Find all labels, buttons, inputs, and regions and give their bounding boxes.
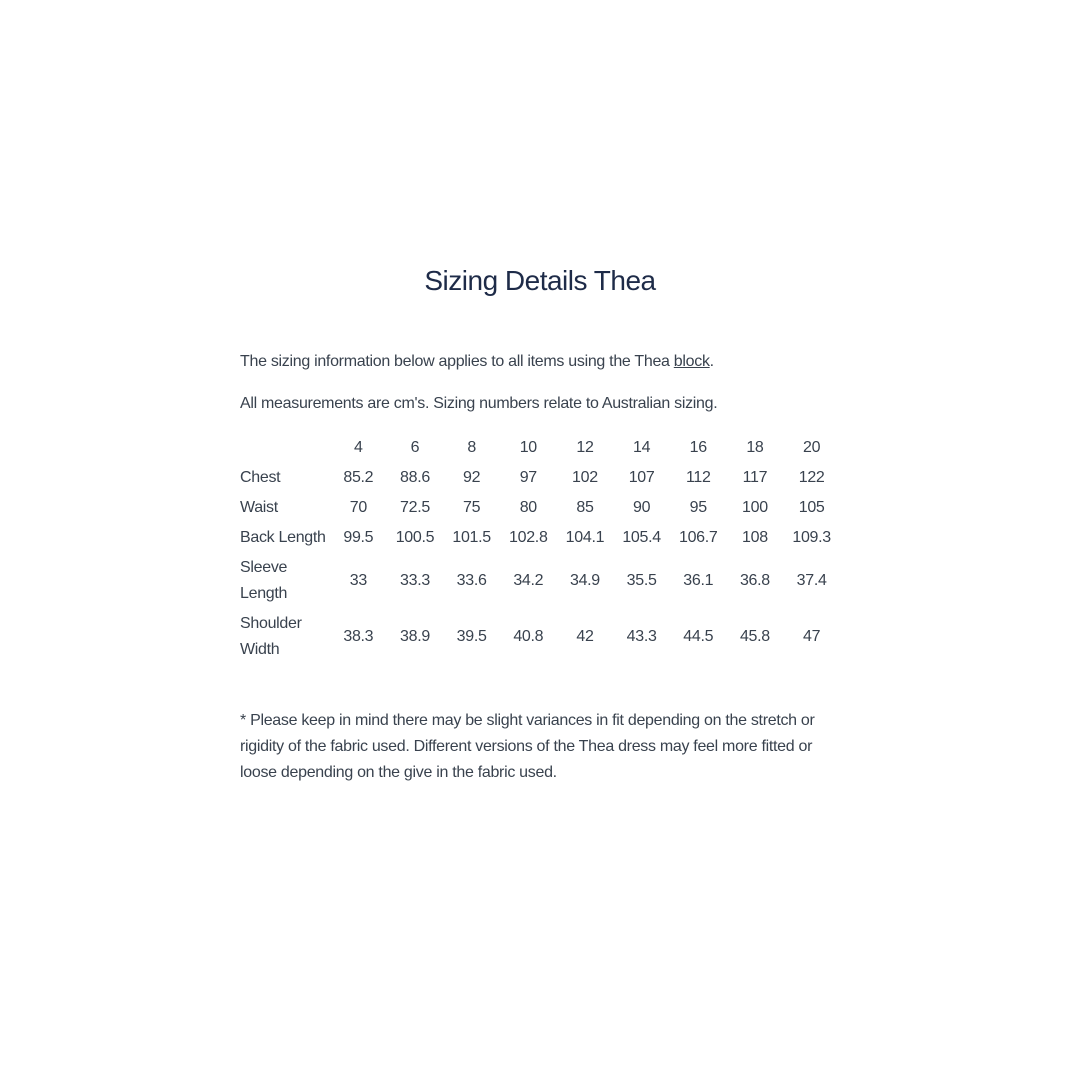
- size-value-cell: 34.9: [569, 572, 600, 589]
- table-row-waist: [240, 493, 840, 523]
- size-value-cell: 80: [519, 499, 537, 516]
- size-value-cell: 72.5: [400, 499, 430, 516]
- size-value-cell: 35.5: [626, 572, 657, 589]
- row-label: Waist: [240, 499, 278, 516]
- size-value-cell: 47: [803, 628, 821, 645]
- size-header-cell: 18: [746, 439, 764, 456]
- row-label: Back Length: [240, 529, 326, 546]
- row-label: Shoulder Width: [240, 615, 302, 658]
- size-value-cell: 75: [463, 499, 481, 516]
- footnote: * Please keep in mind there may be slight variances in fit depending on the stretch or rigidity of the fabric used. Different versions of the Thea dress may feel more fitted or loose depending on the give in the fabric used.: [240, 712, 815, 781]
- size-value-cell: 33.3: [400, 572, 430, 589]
- size-header-cell: 14: [633, 439, 651, 456]
- size-value-cell: 100.5: [395, 529, 435, 546]
- intro-text-after: .: [709, 353, 714, 370]
- size-value-cell: 38.3: [343, 628, 374, 645]
- page-title: Sizing Details Thea: [424, 265, 656, 296]
- row-label: Chest: [240, 469, 281, 486]
- size-value-cell: 88.6: [400, 469, 430, 486]
- size-value-cell: 102: [572, 469, 598, 486]
- size-value-cell: 42: [576, 628, 594, 645]
- size-value-cell: 37.4: [796, 572, 827, 589]
- measurements-note: All measurements are cm's. Sizing numbers relate to Australian sizing.: [240, 395, 718, 412]
- size-value-cell: 36.8: [739, 572, 770, 589]
- size-value-cell: 100: [742, 499, 768, 516]
- size-header-cell: 20: [803, 439, 821, 456]
- size-value-cell: 106.7: [678, 529, 718, 546]
- corner-cell: [240, 433, 330, 463]
- size-header-cell: 4: [354, 439, 363, 456]
- size-header-row: [240, 433, 840, 463]
- size-value-cell: 92: [463, 469, 481, 486]
- size-value-cell: 97: [519, 469, 537, 486]
- thea-block-link[interactable]: block: [673, 353, 710, 370]
- size-value-cell: 101.5: [452, 529, 491, 546]
- size-value-cell: 34.2: [513, 572, 544, 589]
- size-header-cell: 12: [576, 439, 594, 456]
- size-value-cell: 117: [742, 469, 768, 486]
- size-value-cell: 85.2: [343, 469, 374, 486]
- size-value-cell: 43.3: [626, 628, 657, 645]
- size-value-cell: 107: [628, 469, 655, 486]
- size-value-cell: 99.5: [343, 529, 374, 546]
- row-label: Sleeve Length: [240, 559, 288, 602]
- size-value-cell: 112: [685, 469, 711, 486]
- size-value-cell: 108: [742, 529, 768, 546]
- sizing-details-page: [240, 0, 840, 786]
- size-value-cell: 45.8: [739, 628, 770, 645]
- size-value-cell: 36.1: [683, 572, 714, 589]
- intro-paragraph: [240, 349, 840, 375]
- size-value-cell: 104.1: [565, 529, 605, 546]
- size-value-cell: 38.9: [400, 628, 430, 645]
- intro-text-before: The sizing information below applies to all items using the Thea: [240, 353, 674, 370]
- size-value-cell: 102.8: [509, 529, 548, 546]
- size-value-cell: 95: [689, 499, 707, 516]
- size-value-cell: 33.6: [456, 572, 487, 589]
- sizing-table: [240, 433, 840, 665]
- size-value-cell: 70: [349, 499, 367, 516]
- size-value-cell: 122: [798, 469, 825, 486]
- size-header-cell: 6: [410, 439, 420, 456]
- size-header-cell: 10: [519, 439, 537, 456]
- size-value-cell: 105.4: [622, 529, 661, 546]
- size-value-cell: 40.8: [513, 628, 544, 645]
- size-value-cell: 39.5: [456, 628, 487, 645]
- table-row-sleeve-length: [240, 553, 840, 609]
- table-row-shoulder-width: [240, 609, 840, 665]
- size-value-cell: 44.5: [683, 628, 714, 645]
- size-value-cell: 90: [633, 499, 651, 516]
- size-value-cell: 109.3: [792, 529, 831, 546]
- table-row-chest: [240, 463, 840, 493]
- size-value-cell: 105: [798, 499, 825, 516]
- table-row-back-length: [240, 523, 840, 553]
- size-value-cell: 33: [349, 572, 367, 589]
- size-value-cell: 85: [576, 499, 594, 516]
- size-header-cell: 8: [467, 439, 476, 456]
- size-header-cell: 16: [689, 439, 707, 456]
